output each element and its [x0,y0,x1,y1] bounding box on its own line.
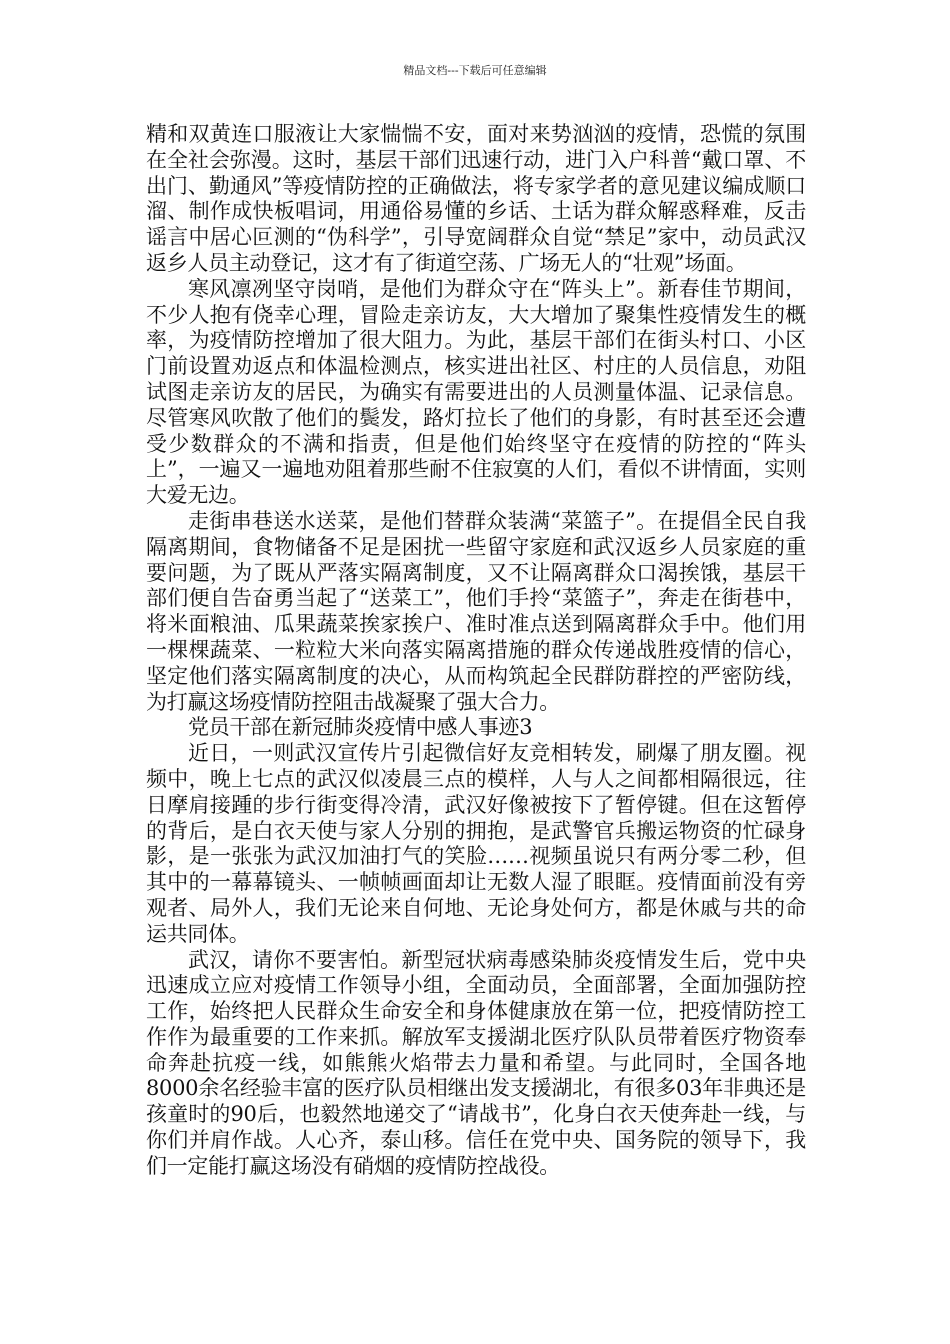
paragraph-5: 武汉，请你不要害怕。新型冠状病毒感染肺炎疫情发生后，党中央迅速成立应对疫情工作领导小组，全面动员，全面部署，全面加强防控工作，始终把人民群众生命安全和身体健康放在第一位，把疫情防控工作作为最重要的工作来抓。解放军支援湖北医疗队队员带着医疗物资奉命奔赴抗疫一线，如熊熊火焰带去力量和希望。与此同时，全国各地8000余名经验丰富的医疗队员相继出发支援湖北，有很多03年非典还是孩童时的90后，也毅然地递交了“请战书”，化身白衣天使奔赴一线，与你们并肩作战。人心齐，泰山移。信任在党中央、国务院的领导下，我们一定能打赢这场没有硝烟的疫情防控战役。 [146,947,806,1178]
page-header: 精品文档---下载后可任意编辑 [403,64,547,77]
paragraph-1: 精和双黄连口服液让大家惴惴不安，面对来势汹汹的疫情，恐慌的氛围在全社会弥漫。这时，基层干部们迅速行动，进门入户科普“戴口罩、不出门、勤通风”等疫情防控的正确做法，将专家学者的意见建议编成顺口溜、制作成快板唱词，用通俗易懂的乡话、土话为群众解惑释难，反击谣言中居心叵测的“伪科学”，引导宽阔群众自觉“禁足”家中，动员武汉返乡人员主动登记，这才有了街道空荡、广场无人的“壮观”场面。 [146,122,806,275]
paragraph-4: 近日，一则武汉宣传片引起微信好友竞相转发，刷爆了朋友圈。视频中，晚上七点的武汉似凌晨三点的模样，人与人之间都相隔很远，往日摩肩接踵的步行街变得冷清，武汉好像被按下了暂停键。但在这暂停的背后，是白衣天使与家人分别的拥抱，是武警官兵搬运物资的忙碌身影，是一张张为武汉加油打气的笑脸……视频虽说只有两分零二秒，但其中的一幕幕镜头、一帧帧画面却让无数人湿了眼眶。疫情面前没有旁观者、局外人，我们无论来自何地、无论身处何方，都是休戚与共的命运共同体。 [146,741,806,946]
document-body [146,122,806,1180]
paragraph-3: 走街串巷送水送菜，是他们替群众装满“菜篮子”。在提倡全民自我隔离期间，食物储备不足是困扰一些留守家庭和武汉返乡人员家庭的重要问题，为了既从严落实隔离制度，又不让隔离群众口渴挨饿，基层干部们便自告奋勇当起了“送菜工”，他们手拎“菜篮子”，奔走在街巷中，将米面粮油、瓜果蔬菜挨家挨户、准时准点送到隔离群众手中。他们用一棵棵蔬菜、一粒粒大米向落实隔离措施的群众传递战胜疫情的信心，坚定他们落实隔离制度的决心，从而构筑起全民群防群控的严密防线，为打赢这场疫情防控阻击战凝聚了强大合力。 [146,508,806,714]
section-title: 党员干部在新冠肺炎疫情中感人事迹3 [188,715,533,740]
paragraph-2: 寒风凛冽坚守岗哨，是他们为群众守在“阵头上”。新春佳节期间，不少人抱有侥幸心理，冒险走亲访友，大大增加了聚集性疫情发生的概率，为疫情防控增加了很大阻力。为此，基层干部们在街头村口、小区门前设置劝返点和体温检测点，核实进出社区、村庄的人员信息，劝阻试图走亲访友的居民，为确实有需要进出的人员测量体温、记录信息。尽管寒风吹散了他们的鬓发，路灯拉长了他们的身影，有时甚至还会遭受少数群众的不满和指责，但是他们始终坚守在疫情的防控的“阵头上”，一遍又一遍地劝阻着那些耐不住寂寞的人们，看似不讲情面，实则大爱无边。 [146,276,806,508]
